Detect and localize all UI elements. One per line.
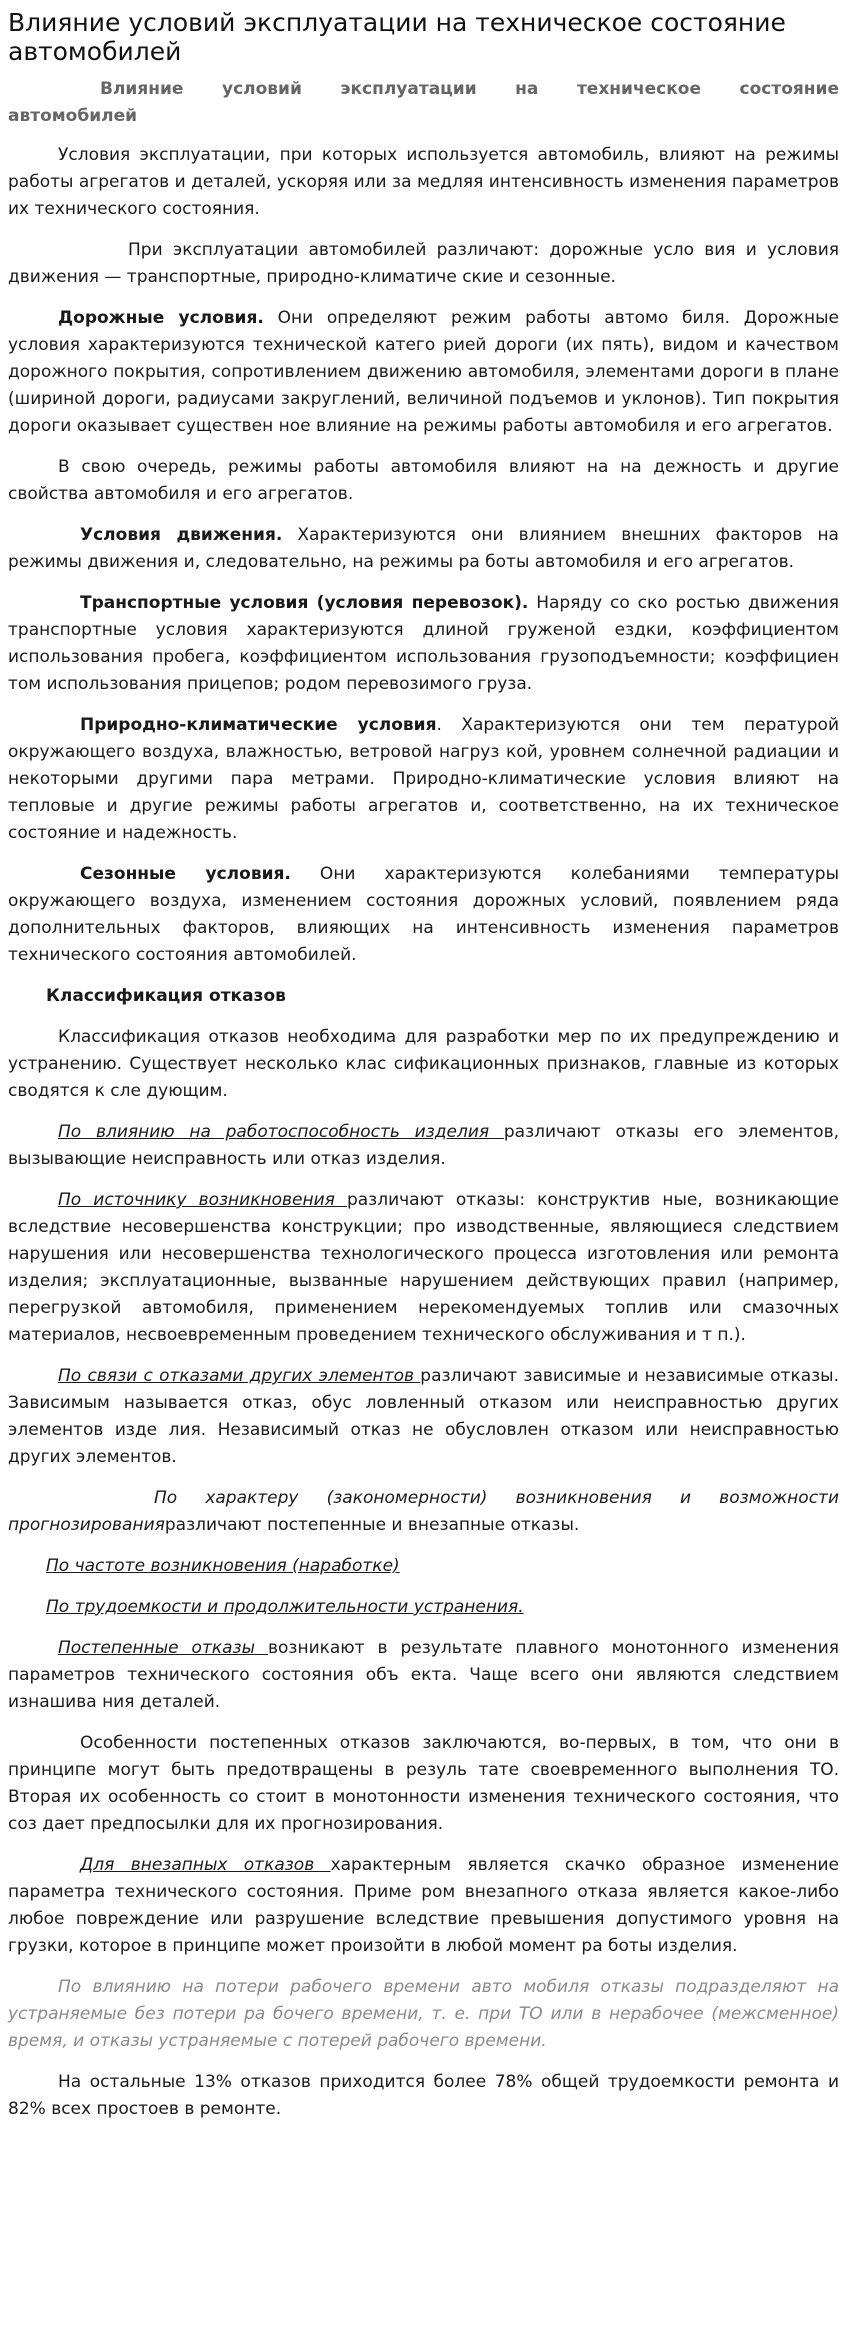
climate-conditions-heading: Природно-климатические условия xyxy=(80,715,437,735)
road-conditions-heading: Дорожные условия. xyxy=(58,308,264,328)
article-subtitle: Влияние условий эксплуатации на техническое состояние автомобилей xyxy=(8,79,839,126)
paragraph-seasonal-conditions xyxy=(8,861,839,969)
by-character-italic: По характеру (закономерности) возникновения и возможности прогнозирования xyxy=(8,1488,839,1535)
paragraph-sudden-failures xyxy=(8,1852,839,1960)
paragraph-conditions: При эксплуатации автомобилей различают: дорожные усло вия и условия движения — транспортные, природно-климатиче ские и сезонные. xyxy=(8,240,839,287)
by-source-text: различают отказы: конструктив ные, возникающие вследствие несовершенства конструкции; про изводственные, являющиеся следствием нарушения или несовершенства технологического процесса изготовления или ремонта изделия; эксплуатационные, вызванные нарушением действующих правил (например, перегрузкой автомобиля, применением нерекомендуемых топлив или смазочных материалов, несвоевременным проведением технического обслуживания и т п.). xyxy=(8,1190,840,1345)
traffic-conditions-heading: Условия движения. xyxy=(80,525,283,545)
paragraph-transport-conditions xyxy=(8,590,839,698)
seasonal-conditions-heading: Сезонные условия. xyxy=(80,864,291,884)
paragraph-by-relation xyxy=(8,1363,839,1471)
paragraph-classification: Классификация отказов необходима для разработки мер по их предупреждению и устранению. Существует несколько клас сификационных признаков, главные из которых сводятся к сле дующим. xyxy=(8,1027,839,1101)
road-conditions-text: Они определяют режим работы автомо биля. Дорожные условия характеризуются технической катего рией дороги (их пять), видом и качеством дорожного покрытия, сопротивлением движению автомобиля, элементами дороги в плане (шириной дороги, радиусами закруглений, величиной подъемов и уклонов). Тип покрытия дороги оказывает существен ное влияние на режимы работы автомобиля и его агрегатов. xyxy=(8,308,839,436)
seasonal-conditions-text: Они характеризуются колебаниями температуры окружающего воздуха, изменением состояния дорожных условий, появлением ряда дополнительных факторов, влияющих на интенсивность изменения параметров технического состояния автомобилей. xyxy=(8,864,839,965)
paragraph-by-performance xyxy=(8,1119,839,1173)
sudden-failures-text: характерным является скачко образное изменение параметра технического состояния. Приме ром внезапного отказа является какое-либо любое повреждение или разрушение вследствие превышения допустимого уровня на грузки, которое в принципе может произойти в любой момент ра боты изделия. xyxy=(8,1855,840,1956)
paragraph-by-source xyxy=(8,1187,839,1349)
page-title: Влияние условий эксплуатации на техническое состояние автомобилей xyxy=(8,8,786,66)
transport-conditions-text: Наряду со ско ростью движения транспортные условия характеризуются длиной груженой ездки, коэффициентом использования пробега, коэффициентом использования грузоподъемности; коэффициен том использования прицепов; родом перевозимого груза. xyxy=(8,593,839,694)
paragraph-intro: Условия эксплуатации, при которых используется автомобиль, влияют на режимы работы агрегатов и деталей, ускоряя или за медляя интенсивность изменения параметров их технического состояния. xyxy=(8,145,839,219)
paragraph-gradual-failures xyxy=(8,1635,839,1716)
traffic-conditions-text: Характеризуются они влиянием внешних факторов на режимы движения и, следовательно, на режимы ра боты автомобиля и его агрегатов. xyxy=(8,525,839,572)
paragraph-by-character xyxy=(8,1485,839,1539)
paragraph-statistics: На остальные 13% отказов приходится более 78% общей трудоемкости ремонта и 82% всех простоев в ремонте. xyxy=(8,2072,839,2119)
by-performance-text: различают отказы его элементов, вызывающие неисправность или отказ изделия. xyxy=(8,1122,839,1169)
by-character-text: различают постепенные и внезапные отказы. xyxy=(164,1515,580,1535)
paragraph-gradual-features: Особенности постепенных отказов заключаются, во-первых, в том, что они в принципе могут быть предотвращены в резуль тате своевременного выполнения ТО. Вторая их особенность со стоит в монотонности изменения технического состояния, что соз дает предпосылки для их прогнозирования. xyxy=(8,1733,839,1834)
paragraph-road-conditions xyxy=(8,305,839,440)
criterion-labor: По трудоемкости и продолжительности устранения. xyxy=(46,1597,524,1617)
by-source-link: По источнику возникновения xyxy=(58,1190,347,1210)
by-relation-link: По связи с отказами других элементов xyxy=(58,1366,421,1386)
paragraph-modes: В свою очередь, режимы работы автомобиля влияют на на дежность и другие свойства автомобиля и его агрегатов. xyxy=(8,457,839,504)
climate-conditions-text: . Характеризуются они тем пературой окружающего воздуха, влажностью, ветровой нагруз кой, уровнем солнечной радиации и некоторыми другими пара метрами. Природно-климатические условия влияют на тепловые и другие режимы работы агрегатов и, соответственно, на их техническое состояние и надежность. xyxy=(8,715,839,843)
paragraph-work-time: По влиянию на потери рабочего времени авто мобиля отказы подразделяют на устраняемые без потери ра бочего времени, т. е. при ТО или в нерабочее (межсменное) время, и отказы устраняемые с потерей рабочего времени. xyxy=(8,1977,839,2051)
by-relation-text: различают зависимые и независимые отказы. Зависимым называется отказ, обус ловленный отказом или неисправностью других элементов изде лия. Независимый отказ не обусловлен отказом или неисправностью других элементов. xyxy=(8,1366,839,1467)
paragraph-climate-conditions xyxy=(8,712,839,847)
paragraph-traffic-conditions xyxy=(8,522,839,576)
gradual-failures-link: Постепенные отказы xyxy=(58,1638,268,1658)
gradual-failures-text: возникают в результате плавного монотонного изменения параметров технического состояния объ екта. Чаще всего они являются следствием изнашива ния деталей. xyxy=(8,1638,839,1712)
sudden-failures-link: Для внезапных отказов xyxy=(80,1855,331,1875)
by-performance-link: По влиянию на работоспособность изделия xyxy=(58,1122,504,1142)
criterion-frequency: По частоте возникновения (наработке) xyxy=(46,1556,400,1576)
transport-conditions-heading: Транспортные условия (условия перевозок). xyxy=(80,593,529,613)
section-heading-failures: Классификация отказов xyxy=(46,986,286,1006)
